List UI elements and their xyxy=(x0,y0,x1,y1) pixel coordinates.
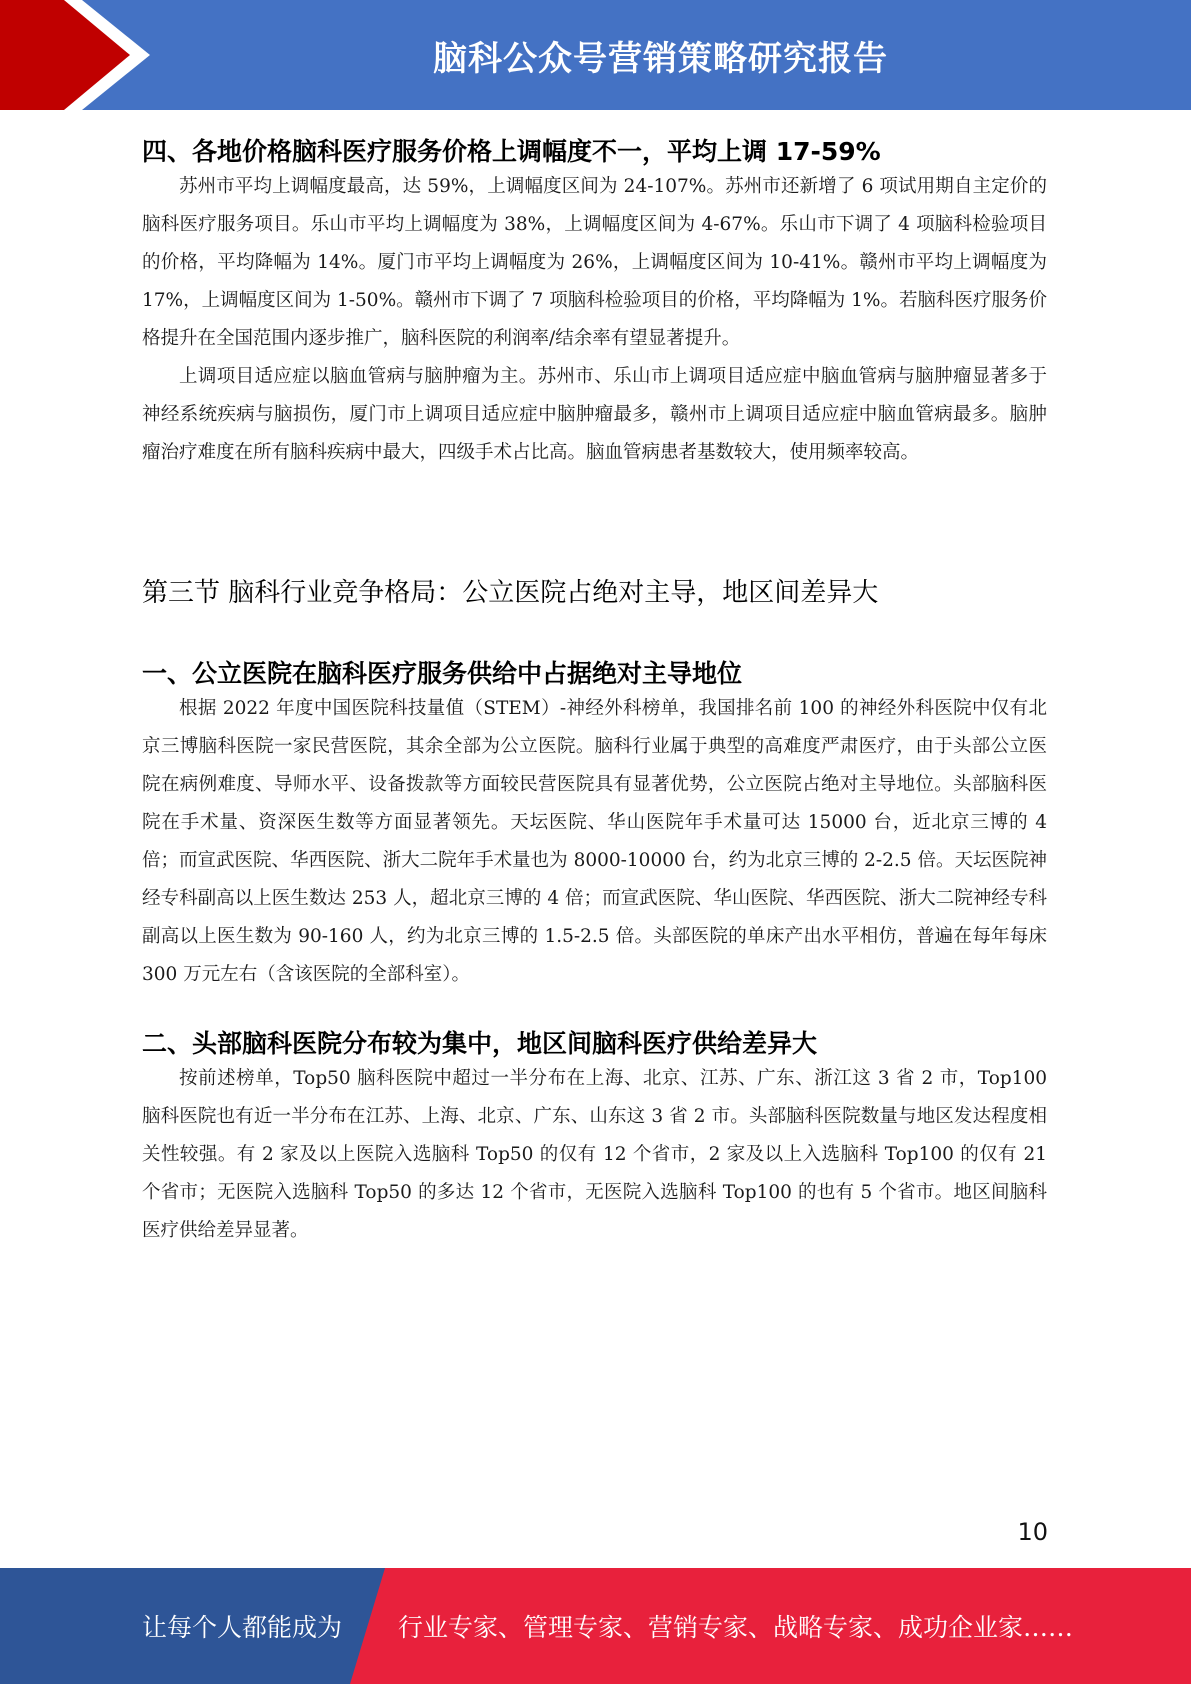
heading-price-increase: 四、各地价格脑科医疗服务价格上调幅度不一，平均上调 17-59% xyxy=(142,137,881,166)
page-header xyxy=(0,0,1191,110)
heading-public-hospitals: 一、公立医院在脑科医疗服务供给中占据绝对主导地位 xyxy=(142,659,743,688)
paragraph-indications: 上调项目适应症以脑血管病与脑肿瘤为主。苏州市、乐山市上调项目适应症中脑血管病与脑肿瘤显著多于神经系统疾病与脑损伤，厦门市上调项目适应症中脑肿瘤最多，赣州市上调项目适应症中脑血管病最多。脑肿瘤治疗难度在所有脑科疾病中最大，四级手术占比高。脑血管病患者基数较大，使用频率较高。 xyxy=(142,366,1047,463)
section-heading-competition: 第三节 脑科行业竞争格局：公立医院占绝对主导，地区间差异大 xyxy=(142,578,879,608)
header-chevron-icon xyxy=(0,0,150,110)
report-title: 脑科公众号营销策略研究报告 xyxy=(433,38,888,79)
paragraph-price-details: 苏州市平均上调幅度最高，达 59%，上调幅度区间为 24-107%。苏州市还新增了 6 项试用期自主定价的脑科医疗服务项目。乐山市平均上调幅度为 38%，上调幅度区间为 4-67%。乐山市下调了 4 项脑科检验项目的价格，平均降幅为 14%。厦门市平均上调幅度为 26%，上调幅度区间为 10-41%。赣州市平均上调幅度为 17%，上调幅度区间为 1-50%。赣州市下调了 7 项脑科检验项目的价格，平均降幅为 1%。若脑科医疗服务价格提升在全国范围内逐步推广，脑科医院的利润率/结余率有望显著提升。 xyxy=(142,176,1047,349)
paragraph-public-hospitals: 根据 2022 年度中国医院科技量值（STEM）-神经外科榜单，我国排名前 100 的神经外科医院中仅有北京三博脑科医院一家民营医院，其余全部为公立医院。脑科行业属于典型的高难度严肃医疗，由于头部公立医院在病例难度、导师水平、设备拨款等方面较民营医院具有显著优势，公立医院占绝对主导地位。头部脑科医院在手术量、资深医生数等方面显著领先。天坛医院、华山医院年手术量可达 15000 台，近北京三博的 4 倍；而宣武医院、华西医院、浙大二院年手术量也为 8000-10000 台，约为北京三博的 2-2.5 倍。天坛医院神经专科副高以上医生数达 253 人，超北京三博的 4 倍；而宣武医院、华山医院、华西医院、浙大二院神经专科副高以上医生数为 90-160 人，约为北京三博的 1.5-2.5 倍。头部医院的单床产出水平相仿，普遍在每年每床 300 万元左右（含该医院的全部科室）。 xyxy=(142,698,1047,985)
page-footer xyxy=(0,1568,1191,1684)
page-number: 10 xyxy=(1017,1518,1048,1546)
page-content xyxy=(142,110,1047,1250)
paragraph-regional-distribution: 按前述榜单，Top50 脑科医院中超过一半分布在上海、北京、江苏、广东、浙江这 3 省 2 市，Top100 脑科医院也有近一半分布在江苏、上海、北京、广东、山东这 3 省 2 市。头部脑科医院数量与地区发达程度相关性较强。有 2 家及以上医院入选脑科 Top50 的仅有 12 个省市，2 家及以上入选脑科 Top100 的仅有 21 个省市；无医院入选脑科 Top50 的多达 12 个省市，无医院入选脑科 Top100 的也有 5 个省市。地区间脑科医疗供给差异显著。 xyxy=(142,1068,1047,1241)
footer-slogan-left: 让每个人都能成为 xyxy=(142,1613,343,1642)
footer-slogan-right: 行业专家、管理专家、营销专家、战略专家、成功企业家…… xyxy=(398,1613,1074,1642)
heading-regional-distribution: 二、头部脑科医院分布较为集中，地区间脑科医疗供给差异大 xyxy=(142,1029,818,1058)
